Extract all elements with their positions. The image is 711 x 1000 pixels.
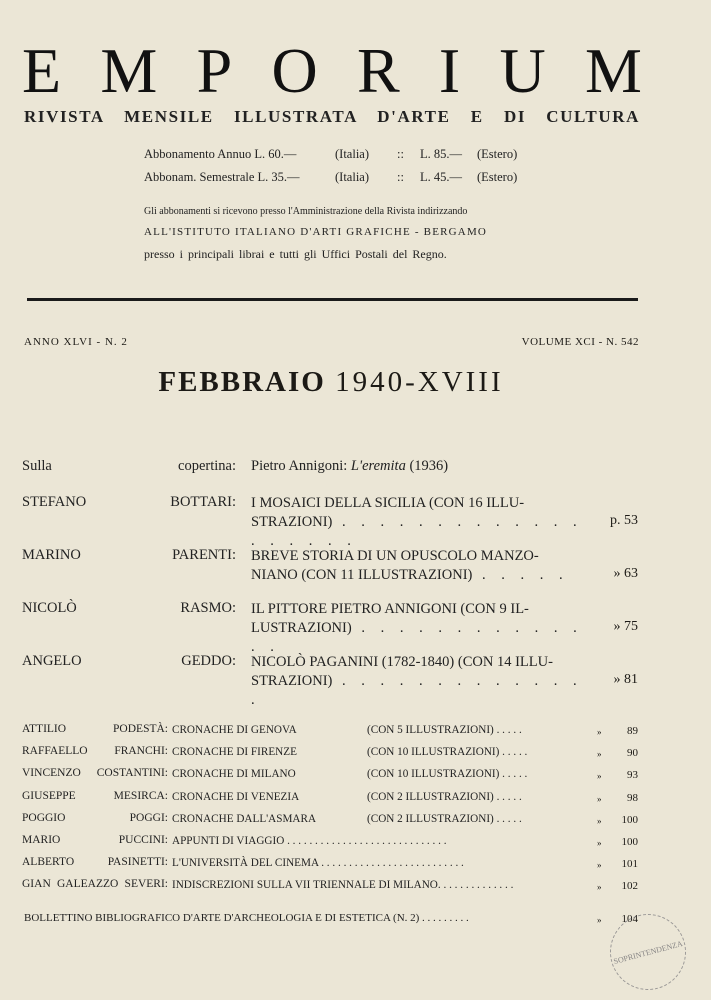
column-title: CRONACHE DI GENOVA bbox=[172, 724, 297, 736]
masthead-letter: M bbox=[585, 35, 642, 106]
subscription-note-3: presso i principali librai e tutti gli Uffici Postali del Regno. bbox=[144, 247, 447, 261]
cover-year: (1936) bbox=[405, 458, 449, 474]
page-mark: » bbox=[597, 749, 602, 759]
subscription-semester-label: Abbonam. Semestrale L. 35.— bbox=[144, 170, 300, 184]
subscription-semester-abroad: (Estero) bbox=[477, 170, 518, 184]
magazine-subtitle: RIVISTA MENSILE ILLUSTRATA D'ARTE E DI CULTURA bbox=[24, 107, 640, 126]
page-mark: » bbox=[597, 915, 602, 925]
article-title: BREVE STORIA DI UN OPUSCOLO MANZO- NIANO (CON 11 ILLUSTRAZIONI) . . . . . bbox=[251, 548, 569, 583]
page-mark: » bbox=[597, 882, 602, 892]
column-author: GIAN GALEAZZO SEVERI: bbox=[22, 878, 168, 890]
page-mark: » bbox=[613, 619, 621, 634]
page-number: 63 bbox=[624, 566, 638, 581]
article-author: NICOLÒ RASMO: bbox=[22, 600, 236, 616]
article-author: ANGELO GEDDO: bbox=[22, 653, 236, 669]
subscription-annual-abroad-price: L. 85.— bbox=[420, 147, 463, 161]
page-mark: » bbox=[613, 566, 621, 581]
masthead-letter: M bbox=[100, 35, 158, 106]
column-illustrations: (CON 5 ILLUSTRAZIONI) . . . . . bbox=[367, 724, 522, 736]
issue-volume: VOLUME XCI - N. 542 bbox=[521, 336, 639, 348]
page-number: 101 bbox=[621, 858, 638, 870]
subscription-note-1: Gli abbonamenti si ricevono presso l'Amministrazione della Rivista indirizzando bbox=[144, 206, 468, 217]
page-mark: p. bbox=[610, 513, 621, 528]
column-title: CRONACHE DI MILANO bbox=[172, 768, 296, 780]
column-author: VINCENZO COSTANTINI: bbox=[22, 767, 168, 779]
masthead-letter: P bbox=[196, 35, 233, 106]
cover-artwork-title: L'eremita bbox=[350, 458, 406, 474]
page-number: 93 bbox=[627, 769, 638, 781]
page-mark: » bbox=[613, 672, 621, 687]
page-number: 104 bbox=[621, 913, 638, 925]
page-number: 100 bbox=[621, 814, 638, 826]
stamp-text: SOPRINTENDENZA bbox=[612, 938, 684, 966]
article-author: STEFANO BOTTARI: bbox=[22, 494, 236, 510]
cover-label: Sulla copertina: bbox=[22, 458, 236, 474]
subscription-annual-sep: :: bbox=[397, 147, 404, 161]
column-illustrations: (CON 2 ILLUSTRAZIONI) . . . . . bbox=[367, 813, 522, 825]
column-title: APPUNTI DI VIAGGIO . . . . . . . . . . . . . . . . . . . . . . . . . . . . . bbox=[172, 835, 447, 847]
page-mark: » bbox=[597, 771, 602, 781]
column-illustrations: (CON 10 ILLUSTRAZIONI) . . . . . bbox=[367, 768, 528, 780]
column-title: L'UNIVERSITÀ DEL CINEMA . . . . . . . . . . . . . . . . . . . . . . . . . . bbox=[172, 857, 464, 869]
page-mark: » bbox=[597, 860, 602, 870]
article-page bbox=[592, 619, 638, 635]
article-title: NICOLÒ PAGANINI (1782-1840) (CON 14 ILLU- STRAZIONI) . . . . . . . . . . . . . . bbox=[251, 654, 583, 708]
page-mark: » bbox=[597, 794, 602, 804]
subscription-annual-label: Abbonamento Annuo L. 60.— bbox=[144, 147, 297, 161]
cover-credit bbox=[251, 458, 448, 475]
column-illustrations: (CON 10 ILLUSTRAZIONI) . . . . . bbox=[367, 746, 528, 758]
column-author: POGGIO POGGI: bbox=[22, 812, 168, 824]
column-author: ALBERTO PASINETTI: bbox=[22, 856, 168, 868]
page-mark: » bbox=[597, 838, 602, 848]
masthead-letter: I bbox=[438, 35, 461, 106]
subscription-semester-abroad-price: L. 45.— bbox=[420, 170, 463, 184]
column-title: CRONACHE DI VENEZIA bbox=[172, 791, 300, 803]
subscription-note-2: ALL'ISTITUTO ITALIANO D'ARTI GRAFICHE - BERGAMO bbox=[144, 226, 488, 238]
masthead-letter: R bbox=[356, 35, 400, 106]
page-number: 98 bbox=[627, 792, 638, 804]
page-number: 75 bbox=[624, 619, 638, 634]
article-title: IL PITTORE PIETRO ANNIGONI (CON 9 IL- LUSTRAZIONI) . . . . . . . . . . . . . . bbox=[251, 601, 583, 655]
masthead-title bbox=[22, 35, 642, 106]
page-number: 53 bbox=[624, 513, 638, 528]
column-author: GIUSEPPE MESIRCA: bbox=[22, 790, 168, 802]
issue-year: 1940-XVIII bbox=[335, 366, 504, 398]
article-title: I MOSAICI DELLA SICILIA (CON 16 ILLU- STRAZIONI) . . . . . . . . . . . . . . . . . . . bbox=[251, 495, 583, 549]
subscription-semester-italy: (Italia) bbox=[335, 170, 370, 184]
page-number: 100 bbox=[621, 836, 638, 848]
issue-date bbox=[0, 366, 662, 399]
subscription-annual-abroad: (Estero) bbox=[477, 147, 518, 161]
page-number: 90 bbox=[627, 747, 638, 759]
cover-text: Pietro Annigoni: bbox=[251, 458, 351, 474]
column-title: INDISCREZIONI SULLA VII TRIENNALE DI MILANO. . . . . . . . . . . . . . bbox=[172, 879, 514, 891]
column-author: RAFFAELLO FRANCHI: bbox=[22, 745, 168, 757]
page-mark: » bbox=[597, 727, 602, 737]
article-page bbox=[592, 566, 638, 582]
page-number: 89 bbox=[627, 725, 638, 737]
column-author: MARIO PUCCINI: bbox=[22, 834, 168, 846]
subscription-annual-italy: (Italia) bbox=[335, 147, 370, 161]
page-mark: » bbox=[597, 816, 602, 826]
column-author: ATTILIO PODESTÀ: bbox=[22, 723, 168, 735]
masthead-letter: O bbox=[271, 35, 318, 106]
subscription-annual bbox=[144, 147, 518, 162]
subscription-semester bbox=[144, 170, 518, 185]
bulletin-title: BOLLETTINO BIBLIOGRAFICO D'ARTE D'ARCHEOLOGIA E DI ESTETICA (N. 2) . . . . . . . . . bbox=[24, 912, 469, 924]
page-number: 81 bbox=[624, 672, 638, 687]
issue-anno: ANNO XLVI - N. 2 bbox=[24, 336, 128, 348]
divider-rule bbox=[27, 298, 638, 301]
article-author: MARINO PARENTI: bbox=[22, 547, 236, 563]
masthead-letter: U bbox=[499, 35, 546, 106]
article-page bbox=[592, 672, 638, 688]
column-illustrations: (CON 2 ILLUSTRAZIONI) . . . . . bbox=[367, 791, 522, 803]
masthead-letter: E bbox=[22, 35, 62, 106]
article-page bbox=[592, 513, 638, 529]
column-title: CRONACHE DALL'ASMARA bbox=[172, 813, 317, 825]
issue-month: FEBBRAIO bbox=[158, 366, 326, 398]
page-number: 102 bbox=[621, 880, 638, 892]
column-title: CRONACHE DI FIRENZE bbox=[172, 746, 297, 758]
subscription-semester-sep: :: bbox=[397, 170, 404, 184]
